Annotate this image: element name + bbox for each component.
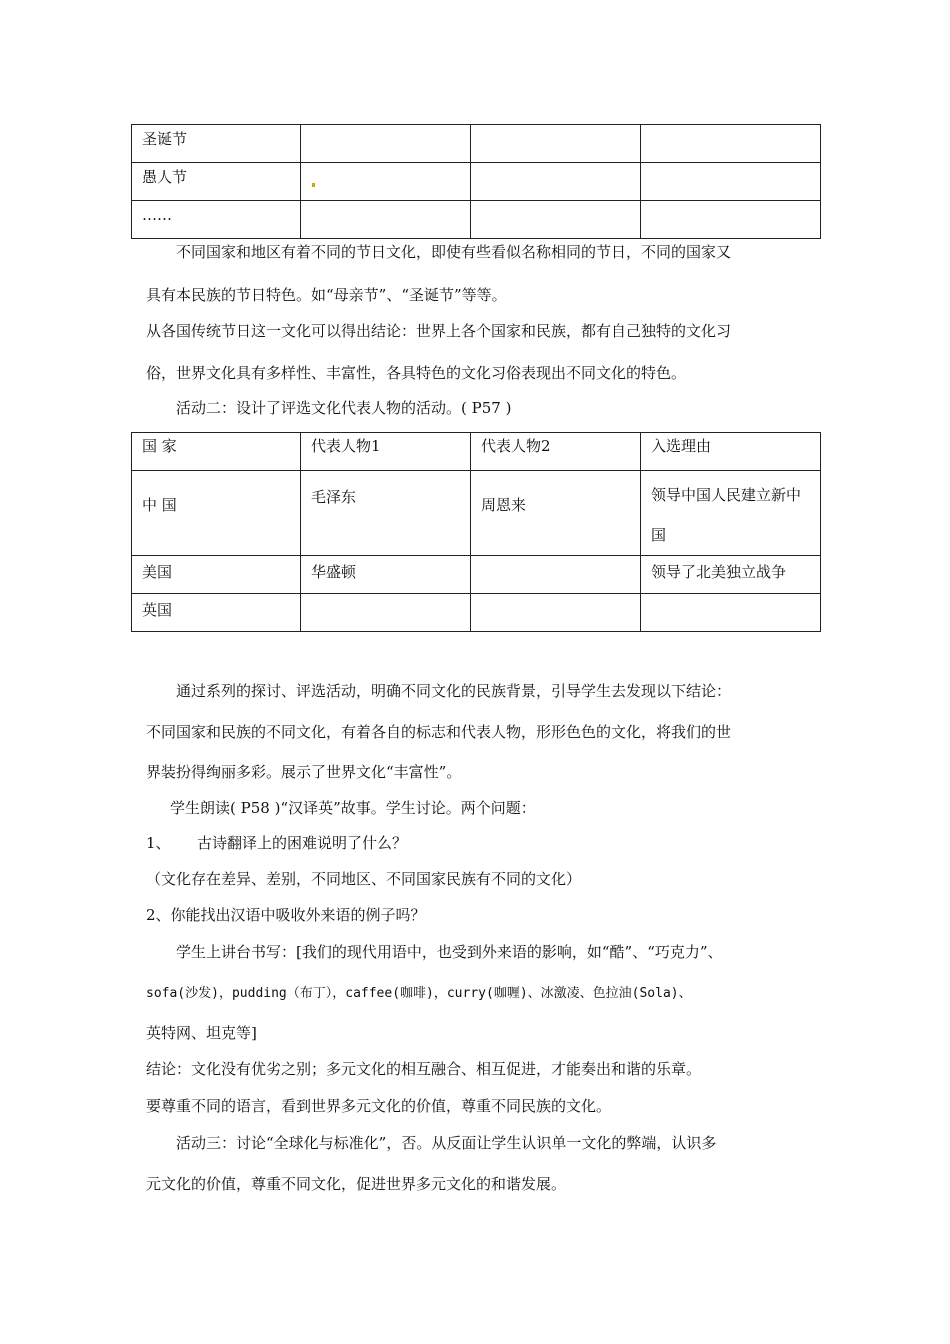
- table-cell: 领导中国人民建立新中国: [641, 471, 821, 556]
- reading-line: 学生朗读( P58 )“汉译英”故事。学生讨论。两个问题：: [170, 799, 536, 817]
- column-header: 入选理由: [641, 433, 821, 471]
- table-cell: 周恩来: [471, 471, 641, 556]
- table-cell: [641, 125, 821, 163]
- activity-heading: 活动三：讨论“全球化与标准化”，否。从反面让学生认识单一文化的弊端，认识多: [176, 1134, 717, 1152]
- paragraph-line: 从各国传统节日这一文化可以得出结论：世界上各个国家和民族，都有自己独特的文化习: [146, 322, 732, 340]
- column-header: 代表人物1: [301, 433, 471, 471]
- table-cell: [301, 163, 471, 201]
- festival-table: [131, 124, 821, 239]
- table-cell: 华盛顿: [301, 556, 471, 594]
- board-line: sofa(沙发)，pudding（布丁），caffee(咖啡)，curry(咖喱)、冰激凌、色拉油(Sola)、: [146, 986, 692, 1001]
- table-cell: 中 国: [132, 471, 301, 556]
- table-row: [132, 201, 821, 239]
- question-line: 2、你能找出汉语中吸收外来语的例子吗？: [146, 906, 426, 924]
- table-row: [132, 594, 821, 632]
- paragraph-line: 不同国家和民族的不同文化，有着各自的标志和代表人物，形形色色的文化，将我们的世: [146, 723, 732, 741]
- question-number: 1、: [146, 834, 171, 852]
- table-cell: 美国: [132, 556, 301, 594]
- table-cell: [641, 163, 821, 201]
- table-cell: 领导了北美独立战争: [641, 556, 821, 594]
- table-cell: [471, 125, 641, 163]
- paragraph-line: 界装扮得绚丽多彩。展示了世界文化“丰富性”。: [146, 763, 462, 781]
- paragraph-line: 元文化的价值，尊重不同文化，促进世界多元文化的和谐发展。: [146, 1175, 567, 1193]
- table-row: [132, 556, 821, 594]
- question-text: 古诗翻译上的困难说明了什么？: [197, 834, 408, 852]
- conclusion-line: 结论：文化没有优劣之别；多元文化的相互融合、相互促进，才能奏出和谐的乐章。: [146, 1060, 702, 1078]
- activity-heading: 活动二：设计了评选文化代表人物的活动。( P57 ): [176, 399, 512, 417]
- table-cell: [641, 594, 821, 632]
- paragraph-line: 不同国家和地区有着不同的节日文化，即使有些看似名称相同的节日，不同的国家又: [176, 243, 732, 261]
- table-cell: 愚人节: [132, 163, 301, 201]
- table-cell: 英国: [132, 594, 301, 632]
- table-cell: [471, 201, 641, 239]
- table-cell: [301, 201, 471, 239]
- table-row: [132, 163, 821, 201]
- conclusion-line: 要尊重不同的语言，看到世界多元文化的价值，尊重不同民族的文化。: [146, 1097, 612, 1115]
- table-cell: ……: [132, 201, 301, 239]
- board-line: 学生上讲台书写：[我们的现代用语中，也受到外来语的影响，如“酷”、“巧克力”、: [176, 943, 723, 961]
- table-cell: [471, 163, 641, 201]
- edit-mark: [312, 183, 315, 187]
- paragraph-line: 具有本民族的节日特色。如“母亲节”、“圣诞节”等等。: [146, 286, 507, 304]
- table-cell: [301, 125, 471, 163]
- paragraph-line: 俗，世界文化具有多样性、丰富性，各具特色的文化习俗表现出不同文化的特色。: [146, 364, 687, 382]
- column-header: 国 家: [132, 433, 301, 471]
- table-cell: 毛泽东: [301, 471, 471, 556]
- table-cell: [471, 556, 641, 594]
- paragraph-line: 通过系列的探讨、评选活动，明确不同文化的民族背景，引导学生去发现以下结论：: [176, 682, 732, 700]
- column-header: 代表人物2: [471, 433, 641, 471]
- table-cell: [471, 594, 641, 632]
- table-cell: [301, 594, 471, 632]
- table-cell: [641, 201, 821, 239]
- table-row: [132, 125, 821, 163]
- table-cell: 圣诞节: [132, 125, 301, 163]
- answer-line: （文化存在差异、差别，不同地区、不同国家民族有不同的文化）: [146, 870, 582, 888]
- board-line: 英特网、坦克等]: [146, 1024, 257, 1042]
- representatives-table: [131, 432, 821, 632]
- table-header-row: [132, 433, 821, 471]
- table-row: [132, 471, 821, 556]
